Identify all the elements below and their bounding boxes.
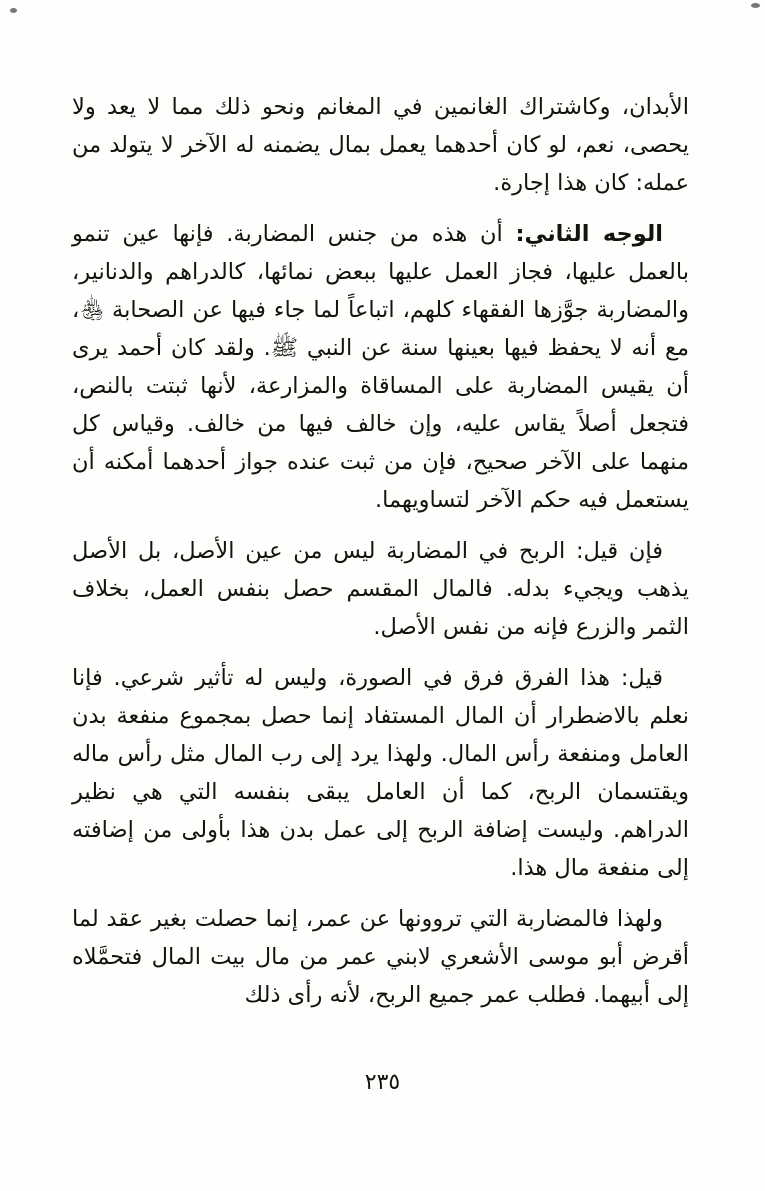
paragraph: ولهذا فالمضاربة التي تروونها عن عمر، إنما حصلت بغير عقد لما أقرض أبو موسى الأشعري لابني عمر من مال بيت المال فتحمَّلاه إلى أبيهما. فطلب عمر جميع الربح، لأنه رأى ذلك (72, 906, 689, 1008)
paragraph: الوجه الثاني: أن هذه من جنس المضاربة. فإنها عين تنمو بالعمل عليها، فجاز العمل عليها ببعض نمائها، كالدراهم والدنانير، والمضاربة جوَّزها الفقهاء كلهم، اتباعاً لما جاء فيها عن الصحابة ﵃، مع أنه لا يحفظ فيها بعينها سنة عن النبي ﷺ. ولقد كان أحمد يرى أن يقيس المضاربة على المساقاة والمزارعة، لأنها ثبتت بالنص، فتجعل أصلاً يقاس عليه، وإن خالف فيها من خالف. وقياس كل منهما على الآخر صحيح، فإن من ثبت عنده جواز أحدهما أمكنه أن يستعمل فيه حكم الآخر لتساويهما. (72, 221, 689, 513)
paragraph: قيل: هذا الفرق فرق في الصورة، وليس له تأثير شرعي. فإنا نعلم بالاضطرار أن المال المستفاد إنما حصل بمجموع منفعة بدن العامل ومنفعة رأس المال. ولهذا يرد إلى رب المال مثل رأس ماله ويقتسمان الربح، كما أن العامل يبقى بنفسه التي هي نظير الدراهم. وليست إضافة الربح إلى عمل بدن هذا بأولى من إضافته إلى منفعة مال هذا. (72, 665, 689, 881)
paragraph: الأبدان، وكاشتراك الغانمين في المغانم ونحو ذلك مما لا يعد ولا يحصى، نعم، لو كان أحدهما يعمل بمال يضمنه له الآخر لا يتولد من عمله: كان هذا إجارة. (72, 94, 689, 196)
page-number: ٢٣٥ (364, 1070, 401, 1095)
paragraph: فإن قيل: الربح في المضاربة ليس من عين الأصل، بل الأصل يذهب ويجيء بدله. فالمال المقسم حصل بنفس العمل، بخلاف الثمر والزرع فإنه من نفس الأصل. (72, 538, 689, 640)
text-block (72, 88, 689, 1027)
scan-artifact (751, 3, 760, 8)
scan-artifact (10, 8, 17, 13)
paragraph-lead: الوجه الثاني: (515, 221, 663, 247)
